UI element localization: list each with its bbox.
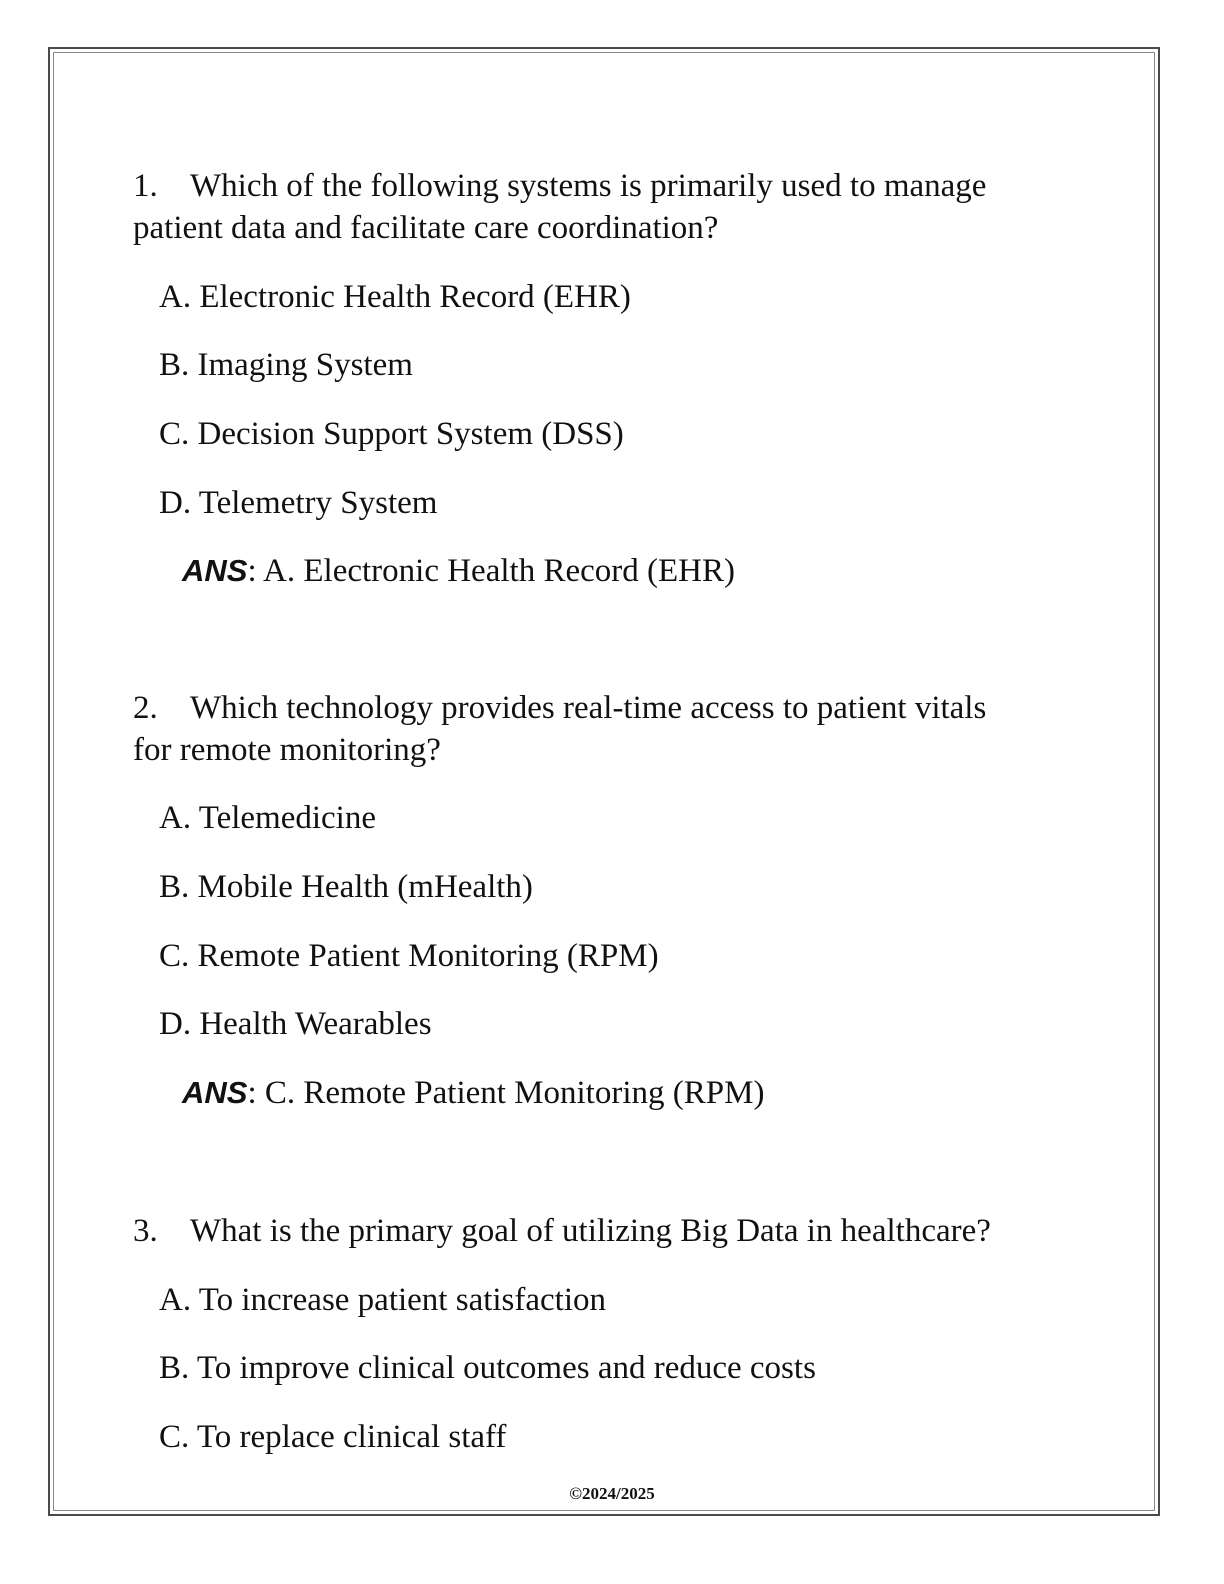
question-2-option-a: A. Telemedicine xyxy=(159,800,376,836)
question-2-line-2: for remote monitoring? xyxy=(133,732,441,768)
question-3-option-b: B. To improve clinical outcomes and reduce costs xyxy=(159,1350,816,1386)
question-1-number: 1. xyxy=(133,168,158,204)
question-2-option-c: C. Remote Patient Monitoring (RPM) xyxy=(159,938,659,974)
question-2-answer xyxy=(182,1072,764,1114)
question-2-text: Which technology provides real-time access to patient vitals xyxy=(190,690,987,726)
question-3-option-a: A. To increase patient satisfaction xyxy=(159,1282,607,1318)
answer-text: : A. Electronic Health Record (EHR) xyxy=(247,553,735,589)
question-1-line-1 xyxy=(133,165,986,207)
question-1-option-b: B. Imaging System xyxy=(159,347,413,383)
question-1-option-d: D. Telemetry System xyxy=(159,485,438,521)
question-1-answer xyxy=(182,550,735,592)
question-2-option-d: D. Health Wearables xyxy=(159,1006,432,1042)
question-1-line-2: patient data and facilitate care coordination? xyxy=(133,210,719,246)
question-1-option-c: C. Decision Support System (DSS) xyxy=(159,416,624,452)
question-3-text: What is the primary goal of utilizing Big Data in healthcare? xyxy=(190,1213,991,1249)
question-1-text: Which of the following systems is primarily used to manage xyxy=(190,168,987,204)
question-3-option-c: C. To replace clinical staff xyxy=(159,1419,507,1455)
question-3-line-1 xyxy=(133,1210,991,1252)
answer-label: ANS xyxy=(182,553,248,588)
copyright-footer: ©2024/2025 xyxy=(569,1484,655,1503)
answer-label: ANS xyxy=(182,1075,248,1110)
answer-text: : C. Remote Patient Monitoring (RPM) xyxy=(247,1075,765,1111)
question-2-option-b: B. Mobile Health (mHealth) xyxy=(159,869,533,905)
question-2-number: 2. xyxy=(133,690,158,726)
question-2-line-1 xyxy=(133,687,986,729)
question-3-number: 3. xyxy=(133,1213,158,1249)
question-1-option-a: A. Electronic Health Record (EHR) xyxy=(159,279,631,315)
